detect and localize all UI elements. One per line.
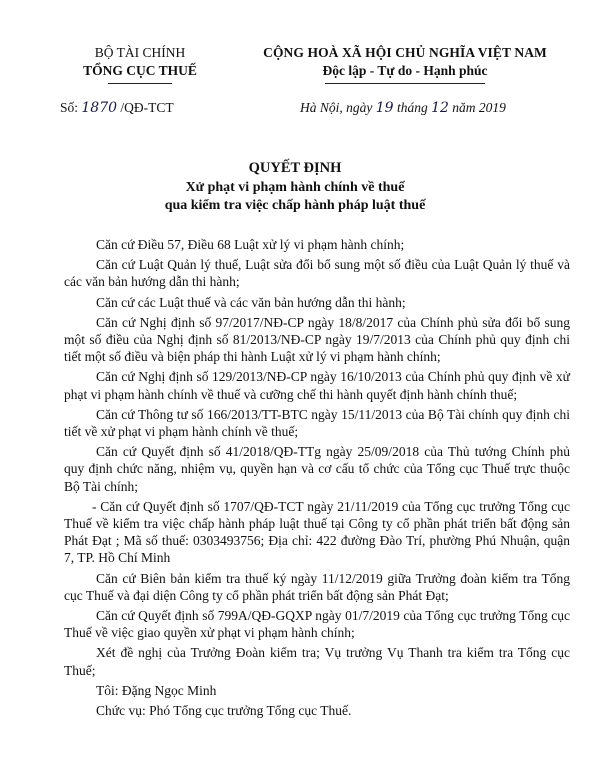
national-motto: Độc lập - Tự do - Hạnh phúc xyxy=(322,63,488,78)
date-month-label: tháng xyxy=(393,100,432,115)
legal-basis-paragraph: Căn cứ Quyết định số 41/2018/QĐ-TTg ngày 25/09/2018 của Thủ tướng Chính phủ quy định chức năng, nhiệm vụ, quyền hạn và cơ cấu tổ chức của Tổng cục Thuế trực thuộc Bộ Tài chính; xyxy=(64,444,570,494)
department-name: TỔNG CỤC THUẾ xyxy=(83,63,197,78)
decision-title: QUYẾT ĐỊNH xyxy=(248,160,342,176)
decision-body xyxy=(64,236,570,722)
legal-basis-paragraph: Căn cứ Điều 57, Điều 68 Luật xử lý vi phạm hành chính; xyxy=(96,237,405,252)
signer-name: Tôi: Đặng Ngọc Minh xyxy=(96,682,217,698)
doc-number-suffix: /QĐ-TCT xyxy=(117,100,174,115)
legal-basis-paragraph: Căn cứ Nghị định số 129/2013/NĐ-CP ngày 16/10/2013 của Chính phủ quy định về xử phạt vi phạm hành chính về thuế và cưỡng chế thi hành quyết định hành chính thuế; xyxy=(64,369,570,402)
agency-underline xyxy=(108,83,172,84)
legal-basis-paragraph: - Căn cứ Quyết định số 1707/QĐ-TCT ngày 21/11/2019 của Tổng cục trưởng Tổng cục Thuế về kiểm tra việc chấp hành pháp luật thuế tại Công ty cổ phần phát triển bất động sản Phát Đạt ; Mã số thuế: 0303493756; Địa chỉ: 422 đường Đào Trí, phường Phú Nhuận, quận 7, TP. Hồ Chí Minh xyxy=(64,498,570,566)
doc-number-handwritten: 1870 xyxy=(81,100,118,116)
decision-subtitle-1: Xử phạt vi phạm hành chính về thuế xyxy=(185,180,405,195)
country-name: CỘNG HOÀ XÃ HỘI CHỦ NGHĨA VIỆT NAM xyxy=(263,45,547,60)
date-month: 12 xyxy=(431,100,449,116)
decision-subtitle-2: qua kiểm tra việc chấp hành pháp luật thuế xyxy=(164,198,426,213)
legal-basis-paragraph: Căn cứ Biên bản kiểm tra thuế ký ngày 11/12/2019 giữa Trưởng đoàn kiểm tra Tổng cục Thuế và đại diện Công ty cổ phần phát triển bất động sản Phát Đạt; xyxy=(64,570,570,603)
recommendation-paragraph: Xét đề nghị của Trưởng Đoàn kiểm tra; Vụ trưởng Vụ Thanh tra kiểm tra Tổng cục Thuế; xyxy=(64,645,570,678)
national-header xyxy=(245,44,565,84)
document-number xyxy=(60,100,174,116)
legal-basis-paragraph: Căn cứ Luật Quản lý thuế, Luật sửa đổi bổ sung một số điều của Luật Quản lý thuế và các văn bản hướng dẫn thi hành; xyxy=(64,257,570,290)
legal-basis-paragraph: Căn cứ Quyết định số 799A/QĐ-GQXP ngày 01/7/2019 của Tổng cục trưởng Tổng cục Thuế về việc giao quyền xử phạt vi phạm hành chính; xyxy=(64,608,570,641)
signer-position: Chức vụ: Phó Tổng cục trưởng Tổng cục Thuế. xyxy=(96,703,352,719)
legal-basis-paragraph: Căn cứ Thông tư số 166/2013/TT-BTC ngày 15/11/2013 của Bộ Tài chính quy định chi tiết về xử phạt vi phạm hành chính về thuế; xyxy=(64,406,570,440)
motto-underline xyxy=(325,83,485,84)
place-and-date xyxy=(300,100,506,116)
date-prefix: Hà Nội, ngày xyxy=(300,100,376,115)
legal-basis-paragraph: Căn cứ các Luật thuế và các văn bản hướng dẫn thi hành; xyxy=(96,294,406,310)
doc-number-prefix: Số: xyxy=(60,100,82,115)
agency-header xyxy=(50,44,230,84)
ministry-name: BỘ TÀI CHÍNH xyxy=(94,45,186,60)
date-day: 19 xyxy=(375,100,394,116)
legal-basis-paragraph: Căn cứ Nghị định số 97/2017/NĐ-CP ngày 18/8/2017 của Chính phủ sửa đổi bổ sung một số điều của Nghị định số 81/2013/NĐ-CP ngày 19/7/2013 của Chính phủ quy định chi tiết một số điều và biện pháp thi hành Luật xử lý vi phạm hành chính; xyxy=(64,314,570,365)
date-year: năm 2019 xyxy=(448,100,506,115)
